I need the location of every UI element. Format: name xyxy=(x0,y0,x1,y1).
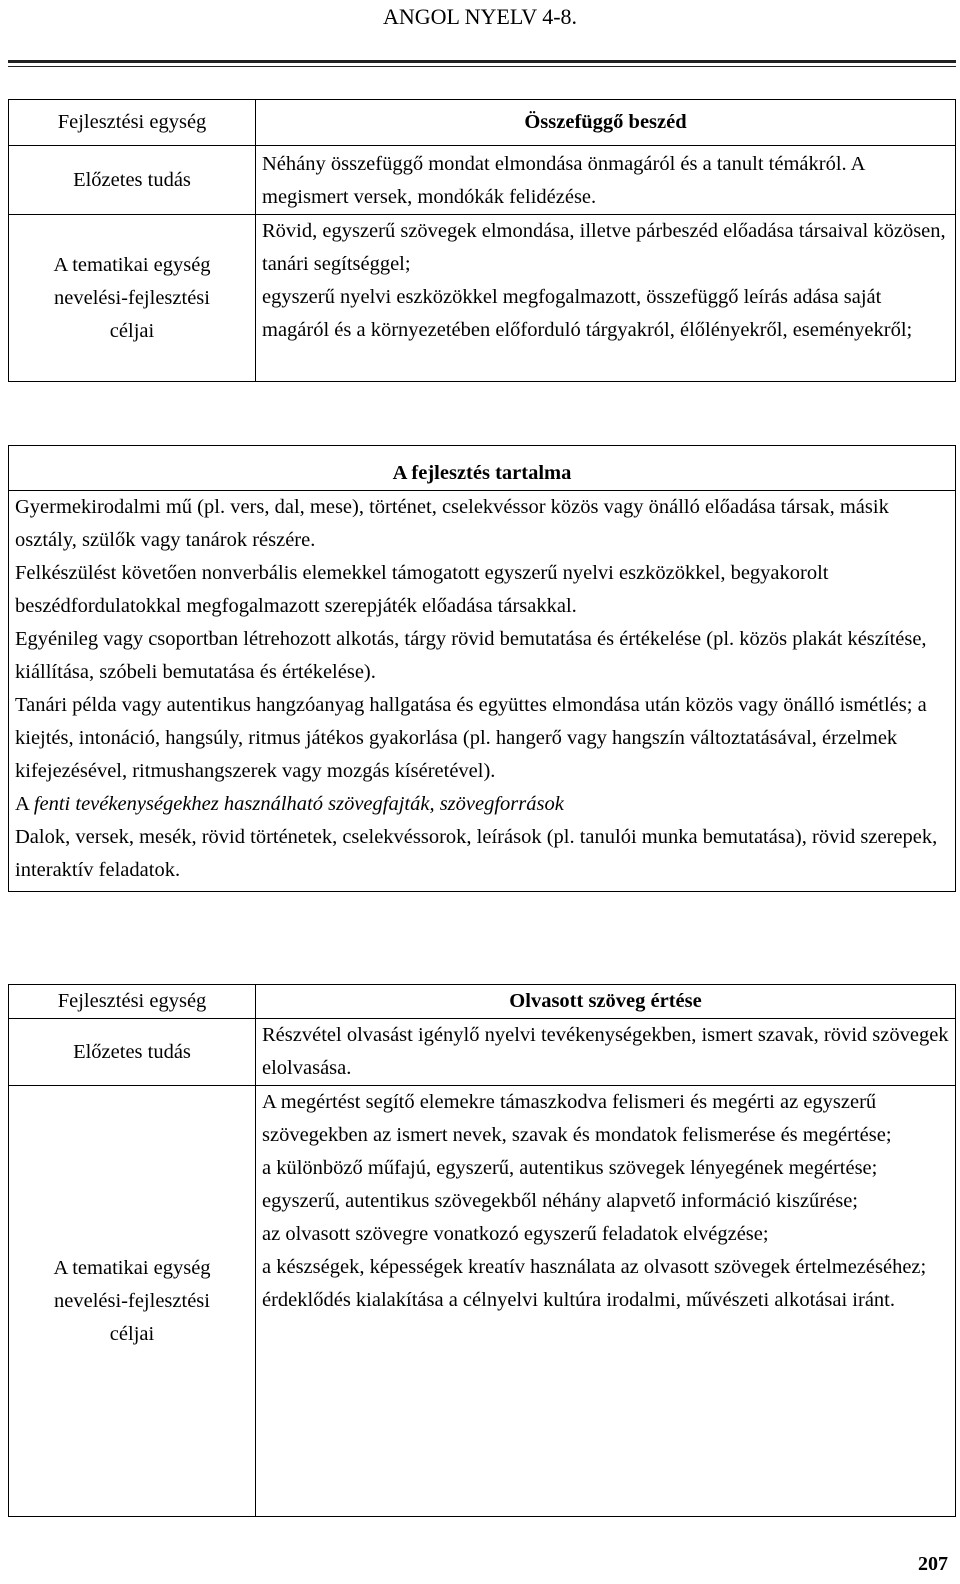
label-elozetes-tudas: Előzetes tudás xyxy=(9,146,256,215)
content-table-fejlesztes-tartalma xyxy=(8,445,956,892)
celjai-line: A megértést segítő elemekre támaszkodva felismeri és megérti az egyszerű szövegekben az ismert nevek, szavak és mondatok felismerése és megértése; xyxy=(262,1091,892,1146)
page-header: ANGOL NYELV 4-8. xyxy=(382,4,578,29)
celjai-text xyxy=(256,1086,956,1517)
elozetes-tudas-text: Néhány összefüggő mondat elmondása önmagáról és a tanult témákról. A megismert versek, mondókák felidézése. xyxy=(256,146,956,215)
label-celjai-line: céljai xyxy=(109,319,155,342)
content-subheading xyxy=(15,788,949,821)
celjai-line: érdeklődés kialakítása a célnyelvi kultúra irodalmi, művészeti alkotásai iránt. xyxy=(262,1289,895,1311)
celjai-line: a készségek, képességek kreatív használata az olvasott szövegek értelmezéséhez; xyxy=(262,1256,927,1278)
section-heading: Összefüggő beszéd xyxy=(256,100,956,146)
label-fejlesztesi-egyseg: Fejlesztési egység xyxy=(9,100,256,146)
header-rule-thin xyxy=(8,66,956,67)
celjai-line: egyszerű, autentikus szövegekből néhány alapvető információ kiszűrése; xyxy=(262,1190,859,1212)
celjai-text xyxy=(256,215,956,382)
content-paragraph: Felkészülést követően nonverbális elemekkel támogatott egyszerű nyelvi eszközökkel, begyakorolt beszédfordulatokkal megfogalmazott szerepjáték előadása társakkal. xyxy=(15,562,829,617)
label-fejlesztesi-egyseg: Fejlesztési egység xyxy=(9,985,256,1019)
section-table-osszefuggo-beszed xyxy=(8,99,956,382)
content-closing: Dalok, versek, mesék, rövid történetek, cselekvéssorok, leírások (pl. tanulói munka bemutatása), rövid szerepek, interaktív feladatok. xyxy=(15,826,938,881)
subheading-italic: fenti tevékenységekhez használható szövegfajták, szövegforrások xyxy=(33,793,564,815)
label-celjai-line: céljai xyxy=(109,1322,155,1345)
subheading-prefix: A xyxy=(15,793,34,815)
label-celjai-line: nevelési-fejlesztési xyxy=(54,1289,210,1312)
content-paragraph: Tanári példa vagy autentikus hangzóanyag hallgatása és együttes elmondása után közös vagy önálló ismétlés; a kiejtés, intonáció, hangsúly, ritmus játékos gyakorlása (pl. hangerő vagy hangszín változtatásával, érzelmek kifejezésével, ritmushangszerek vagy mozgás kíséretével). xyxy=(15,694,927,782)
section-table-olvasott-szoveg xyxy=(8,984,956,1517)
celjai-line: az olvasott szövegre vonatkozó egyszerű feladatok elvégzése; xyxy=(262,1223,769,1245)
celjai-line: egyszerű nyelvi eszközökkel megfogalmazott, összefüggő leírás adása saját magáról és a környezetében előforduló tárgyakról, élőlényekről, eseményekről; xyxy=(262,286,913,341)
label-celjai-line: nevelési-fejlesztési xyxy=(54,286,210,309)
label-celjai-line: A tematikai egység xyxy=(53,1256,211,1279)
content-body xyxy=(9,491,956,892)
page-number: 207 xyxy=(918,1553,948,1575)
label-celjai xyxy=(9,215,256,382)
header-rule xyxy=(8,60,956,63)
elozetes-tudas-text: Részvétel olvasást igénylő nyelvi tevékenységekben, ismert szavak, rövid szövegek elolvasása. xyxy=(256,1019,956,1086)
label-celjai-line: A tematikai egység xyxy=(53,253,211,276)
label-elozetes-tudas: Előzetes tudás xyxy=(9,1019,256,1086)
content-heading: A fejlesztés tartalma xyxy=(9,446,956,491)
label-celjai xyxy=(9,1086,256,1517)
celjai-line: Rövid, egyszerű szövegek elmondása, illetve párbeszéd előadása társaival közösen, tanári segítséggel; xyxy=(262,220,946,275)
content-paragraph: Gyermekirodalmi mű (pl. vers, dal, mese), történet, cselekvéssor közös vagy önálló előadása társak, másik osztály, szülők vagy tanárok részére. xyxy=(15,496,889,551)
content-paragraph: Egyénileg vagy csoportban létrehozott alkotás, tárgy rövid bemutatása és értékelése (pl. közös plakát készítése, kiállítása, szóbeli bemutatása és értékelése). xyxy=(15,628,927,683)
celjai-line: a különböző műfajú, egyszerű, autentikus szövegek lényegének megértése; xyxy=(262,1157,878,1179)
section-heading: Olvasott szöveg értése xyxy=(256,985,956,1019)
